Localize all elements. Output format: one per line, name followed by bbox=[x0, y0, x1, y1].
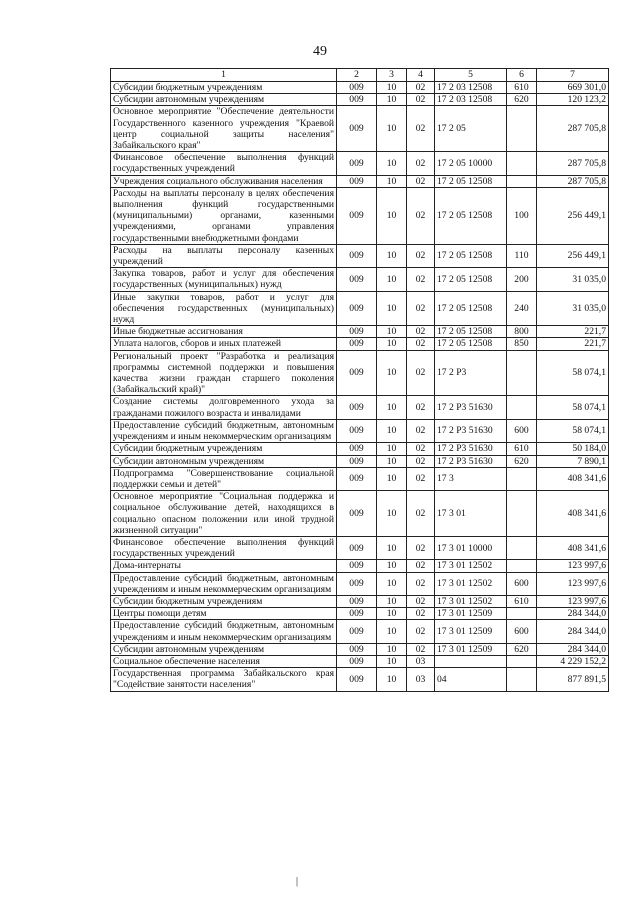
row-amount: 7 890,1 bbox=[537, 455, 609, 467]
row-name: Центры помощи детям bbox=[111, 608, 337, 620]
row-name: Иные закупки товаров, работ и услуг для обеспечения государственных (муниципальных) нужд bbox=[111, 291, 337, 326]
row-subsection-code: 02 bbox=[407, 291, 435, 326]
row-section-code: 10 bbox=[377, 443, 407, 455]
table-row bbox=[111, 152, 609, 175]
row-section-code: 10 bbox=[377, 560, 407, 572]
row-section-code: 10 bbox=[377, 608, 407, 620]
row-name: Финансовое обеспечение выполнения функций государственных учреждений bbox=[111, 536, 337, 559]
row-expense-type bbox=[507, 491, 537, 537]
row-amount: 221,7 bbox=[537, 326, 609, 338]
row-name: Расходы на выплаты персоналу в целях обеспечения выполнения функций государственными (муниципальными) органами, казенными учреждениями, органами управления государственными внебюджетными фондами bbox=[111, 187, 337, 244]
row-expense-type: 610 bbox=[507, 595, 537, 607]
row-expense-type bbox=[507, 560, 537, 572]
row-target-article: 04 bbox=[435, 668, 507, 691]
row-expense-type: 600 bbox=[507, 419, 537, 442]
row-name: Социальное обеспечение населения bbox=[111, 655, 337, 667]
row-expense-type: 110 bbox=[507, 244, 537, 267]
table-row bbox=[111, 655, 609, 667]
table-row bbox=[111, 608, 609, 620]
row-target-article: 17 2 05 bbox=[435, 106, 507, 152]
row-target-article: 17 3 01 10000 bbox=[435, 536, 507, 559]
row-subsection-code: 02 bbox=[407, 152, 435, 175]
row-ministry-code: 009 bbox=[337, 560, 377, 572]
row-expense-type: 850 bbox=[507, 338, 537, 350]
table-row bbox=[111, 338, 609, 350]
row-subsection-code: 02 bbox=[407, 268, 435, 291]
row-target-article bbox=[435, 655, 507, 667]
row-ministry-code: 009 bbox=[337, 326, 377, 338]
row-ministry-code: 009 bbox=[337, 152, 377, 175]
row-amount: 669 301,0 bbox=[537, 82, 609, 94]
row-name: Субсидии бюджетным учреждениям bbox=[111, 82, 337, 94]
row-name: Государственная программа Забайкальского края "Содействие занятости населения" bbox=[111, 668, 337, 691]
row-section-code: 10 bbox=[377, 268, 407, 291]
row-section-code: 10 bbox=[377, 536, 407, 559]
row-name: Уплата налогов, сборов и иных платежей bbox=[111, 338, 337, 350]
table-row bbox=[111, 455, 609, 467]
row-ministry-code: 009 bbox=[337, 419, 377, 442]
row-target-article: 17 3 01 12502 bbox=[435, 560, 507, 572]
row-section-code: 10 bbox=[377, 291, 407, 326]
row-name: Субсидии автономным учреждениям bbox=[111, 94, 337, 106]
header-col-3: 3 bbox=[377, 69, 407, 82]
row-subsection-code: 02 bbox=[407, 560, 435, 572]
row-subsection-code: 02 bbox=[407, 620, 435, 643]
row-ministry-code: 009 bbox=[337, 467, 377, 490]
row-subsection-code: 02 bbox=[407, 572, 435, 595]
row-target-article: 17 2 05 12508 bbox=[435, 291, 507, 326]
row-expense-type: 100 bbox=[507, 187, 537, 244]
row-amount: 408 341,6 bbox=[537, 536, 609, 559]
row-target-article: 17 3 01 12502 bbox=[435, 595, 507, 607]
row-amount: 50 184,0 bbox=[537, 443, 609, 455]
row-amount: 408 341,6 bbox=[537, 467, 609, 490]
row-section-code: 10 bbox=[377, 175, 407, 187]
row-name: Предоставление субсидий бюджетным, автономным учреждениям и иным некоммерческим организациям bbox=[111, 620, 337, 643]
table-row bbox=[111, 536, 609, 559]
row-section-code: 10 bbox=[377, 396, 407, 419]
row-ministry-code: 009 bbox=[337, 244, 377, 267]
row-amount: 256 449,1 bbox=[537, 187, 609, 244]
row-section-code: 10 bbox=[377, 491, 407, 537]
table-row bbox=[111, 668, 609, 691]
row-subsection-code: 02 bbox=[407, 455, 435, 467]
row-section-code: 10 bbox=[377, 152, 407, 175]
row-target-article: 17 2 05 10000 bbox=[435, 152, 507, 175]
row-ministry-code: 009 bbox=[337, 595, 377, 607]
row-amount: 408 341,6 bbox=[537, 491, 609, 537]
table-row bbox=[111, 350, 609, 396]
table-row bbox=[111, 443, 609, 455]
header-col-7: 7 bbox=[537, 69, 609, 82]
row-name: Расходы на выплаты персоналу казенных учреждений bbox=[111, 244, 337, 267]
row-amount: 221,7 bbox=[537, 338, 609, 350]
row-name: Субсидии бюджетным учреждениям bbox=[111, 595, 337, 607]
header-col-5: 5 bbox=[435, 69, 507, 82]
row-expense-type bbox=[507, 106, 537, 152]
row-subsection-code: 02 bbox=[407, 338, 435, 350]
table-body bbox=[111, 82, 609, 692]
row-expense-type bbox=[507, 655, 537, 667]
row-ministry-code: 009 bbox=[337, 655, 377, 667]
row-ministry-code: 009 bbox=[337, 443, 377, 455]
row-amount: 58 074,1 bbox=[537, 419, 609, 442]
row-subsection-code: 02 bbox=[407, 608, 435, 620]
footer-mark: | bbox=[296, 876, 299, 887]
row-section-code: 10 bbox=[377, 244, 407, 267]
row-target-article: 17 3 01 bbox=[435, 491, 507, 537]
row-subsection-code: 02 bbox=[407, 396, 435, 419]
row-ministry-code: 009 bbox=[337, 338, 377, 350]
row-amount: 123 997,6 bbox=[537, 560, 609, 572]
row-subsection-code: 02 bbox=[407, 187, 435, 244]
row-subsection-code: 02 bbox=[407, 106, 435, 152]
row-section-code: 10 bbox=[377, 668, 407, 691]
row-expense-type: 610 bbox=[507, 443, 537, 455]
row-name: Финансовое обеспечение выполнения функций государственных учреждений bbox=[111, 152, 337, 175]
row-name: Предоставление субсидий бюджетным, автономным учреждениям и иным некоммерческим организациям bbox=[111, 572, 337, 595]
table-row bbox=[111, 620, 609, 643]
row-target-article: 17 2 05 12508 bbox=[435, 244, 507, 267]
row-subsection-code: 02 bbox=[407, 350, 435, 396]
row-name: Субсидии бюджетным учреждениям bbox=[111, 443, 337, 455]
table-row bbox=[111, 326, 609, 338]
row-amount: 123 997,6 bbox=[537, 595, 609, 607]
table-row bbox=[111, 572, 609, 595]
row-name: Основное мероприятие "Социальная поддержка и социальное обслуживание детей, находящихся в социально опасном положении или иной трудной жизненной ситуации" bbox=[111, 491, 337, 537]
row-name: Субсидии автономным учреждениям bbox=[111, 643, 337, 655]
row-expense-type bbox=[507, 175, 537, 187]
budget-table bbox=[110, 68, 609, 692]
row-expense-type: 600 bbox=[507, 620, 537, 643]
row-amount: 58 074,1 bbox=[537, 350, 609, 396]
row-amount: 31 035,0 bbox=[537, 268, 609, 291]
table-row bbox=[111, 82, 609, 94]
row-subsection-code: 02 bbox=[407, 244, 435, 267]
row-expense-type bbox=[507, 536, 537, 559]
page-number: 49 bbox=[313, 44, 327, 59]
row-ministry-code: 009 bbox=[337, 491, 377, 537]
row-target-article: 17 2 05 12508 bbox=[435, 326, 507, 338]
table-row bbox=[111, 94, 609, 106]
row-target-article: 17 2 P3 51630 bbox=[435, 419, 507, 442]
header-col-1: 1 bbox=[111, 69, 337, 82]
row-section-code: 10 bbox=[377, 82, 407, 94]
row-subsection-code: 02 bbox=[407, 536, 435, 559]
row-section-code: 10 bbox=[377, 572, 407, 595]
header-col-2: 2 bbox=[337, 69, 377, 82]
row-expense-type bbox=[507, 467, 537, 490]
row-target-article: 17 3 01 12509 bbox=[435, 643, 507, 655]
table-row bbox=[111, 244, 609, 267]
row-ministry-code: 009 bbox=[337, 268, 377, 291]
table-row bbox=[111, 291, 609, 326]
row-ministry-code: 009 bbox=[337, 291, 377, 326]
row-amount: 284 344,0 bbox=[537, 620, 609, 643]
row-amount: 877 891,5 bbox=[537, 668, 609, 691]
row-target-article: 17 3 01 12509 bbox=[435, 608, 507, 620]
row-amount: 120 123,2 bbox=[537, 94, 609, 106]
table-header-row bbox=[111, 69, 609, 82]
row-subsection-code: 02 bbox=[407, 643, 435, 655]
row-target-article: 17 2 03 12508 bbox=[435, 82, 507, 94]
row-target-article: 17 2 P3 51630 bbox=[435, 443, 507, 455]
row-amount: 287 705,8 bbox=[537, 152, 609, 175]
row-section-code: 10 bbox=[377, 338, 407, 350]
row-target-article: 17 3 01 12502 bbox=[435, 572, 507, 595]
table-row bbox=[111, 595, 609, 607]
row-ministry-code: 009 bbox=[337, 82, 377, 94]
row-subsection-code: 02 bbox=[407, 467, 435, 490]
row-subsection-code: 02 bbox=[407, 443, 435, 455]
row-ministry-code: 009 bbox=[337, 350, 377, 396]
table-row bbox=[111, 106, 609, 152]
row-subsection-code: 02 bbox=[407, 326, 435, 338]
row-target-article: 17 3 bbox=[435, 467, 507, 490]
row-section-code: 10 bbox=[377, 643, 407, 655]
row-ministry-code: 009 bbox=[337, 643, 377, 655]
row-name: Иные бюджетные ассигнования bbox=[111, 326, 337, 338]
row-name: Дома-интернаты bbox=[111, 560, 337, 572]
row-ministry-code: 009 bbox=[337, 396, 377, 419]
row-expense-type bbox=[507, 396, 537, 419]
row-name: Региональный проект "Разработка и реализация программы системной поддержки и повышения качества жизни граждан старшего поколения (Забайкальский край)" bbox=[111, 350, 337, 396]
table-row bbox=[111, 467, 609, 490]
row-expense-type: 240 bbox=[507, 291, 537, 326]
row-section-code: 10 bbox=[377, 595, 407, 607]
row-target-article: 17 2 05 12508 bbox=[435, 338, 507, 350]
row-section-code: 10 bbox=[377, 620, 407, 643]
row-amount: 31 035,0 bbox=[537, 291, 609, 326]
table-row bbox=[111, 491, 609, 537]
row-amount: 123 997,6 bbox=[537, 572, 609, 595]
table-row bbox=[111, 175, 609, 187]
table-row bbox=[111, 643, 609, 655]
row-name: Основное мероприятие "Обеспечение деятельности Государственного казенного учреждения "Краевой центр социальной защиты населения" Забайкальского края" bbox=[111, 106, 337, 152]
row-subsection-code: 02 bbox=[407, 419, 435, 442]
header-col-4: 4 bbox=[407, 69, 435, 82]
row-subsection-code: 03 bbox=[407, 668, 435, 691]
row-amount: 4 229 152,2 bbox=[537, 655, 609, 667]
row-ministry-code: 009 bbox=[337, 608, 377, 620]
row-ministry-code: 009 bbox=[337, 175, 377, 187]
row-expense-type: 610 bbox=[507, 82, 537, 94]
row-section-code: 10 bbox=[377, 94, 407, 106]
row-section-code: 10 bbox=[377, 655, 407, 667]
table-row bbox=[111, 560, 609, 572]
table-row bbox=[111, 268, 609, 291]
row-name: Учреждения социального обслуживания населения bbox=[111, 175, 337, 187]
row-section-code: 10 bbox=[377, 467, 407, 490]
row-ministry-code: 009 bbox=[337, 620, 377, 643]
row-target-article: 17 2 05 12508 bbox=[435, 175, 507, 187]
row-expense-type bbox=[507, 152, 537, 175]
row-subsection-code: 02 bbox=[407, 595, 435, 607]
row-ministry-code: 009 bbox=[337, 187, 377, 244]
row-expense-type bbox=[507, 668, 537, 691]
row-amount: 287 705,8 bbox=[537, 175, 609, 187]
row-ministry-code: 009 bbox=[337, 536, 377, 559]
row-expense-type: 620 bbox=[507, 455, 537, 467]
row-ministry-code: 009 bbox=[337, 455, 377, 467]
row-subsection-code: 02 bbox=[407, 175, 435, 187]
row-amount: 256 449,1 bbox=[537, 244, 609, 267]
row-section-code: 10 bbox=[377, 187, 407, 244]
row-expense-type: 200 bbox=[507, 268, 537, 291]
row-amount: 284 344,0 bbox=[537, 643, 609, 655]
row-expense-type bbox=[507, 608, 537, 620]
row-target-article: 17 2 P3 51630 bbox=[435, 396, 507, 419]
row-amount: 284 344,0 bbox=[537, 608, 609, 620]
row-section-code: 10 bbox=[377, 326, 407, 338]
row-expense-type: 800 bbox=[507, 326, 537, 338]
row-name: Создание системы долговременного ухода за гражданами пожилого возраста и инвалидами bbox=[111, 396, 337, 419]
row-section-code: 10 bbox=[377, 106, 407, 152]
row-target-article: 17 2 05 12508 bbox=[435, 187, 507, 244]
row-section-code: 10 bbox=[377, 350, 407, 396]
row-name: Предоставление субсидий бюджетным, автономным учреждениям и иным некоммерческим организациям bbox=[111, 419, 337, 442]
row-name: Закупка товаров, работ и услуг для обеспечения государственных (муниципальных) нужд bbox=[111, 268, 337, 291]
row-target-article: 17 3 01 12509 bbox=[435, 620, 507, 643]
row-expense-type: 600 bbox=[507, 572, 537, 595]
row-amount: 58 074,1 bbox=[537, 396, 609, 419]
row-section-code: 10 bbox=[377, 455, 407, 467]
row-subsection-code: 02 bbox=[407, 491, 435, 537]
row-target-article: 17 2 P3 bbox=[435, 350, 507, 396]
row-target-article: 17 2 03 12508 bbox=[435, 94, 507, 106]
row-ministry-code: 009 bbox=[337, 668, 377, 691]
row-subsection-code: 03 bbox=[407, 655, 435, 667]
table-row bbox=[111, 396, 609, 419]
row-expense-type bbox=[507, 350, 537, 396]
row-expense-type: 620 bbox=[507, 94, 537, 106]
table-row bbox=[111, 419, 609, 442]
row-target-article: 17 2 P3 51630 bbox=[435, 455, 507, 467]
table-row bbox=[111, 187, 609, 244]
row-subsection-code: 02 bbox=[407, 94, 435, 106]
row-amount: 287 705,8 bbox=[537, 106, 609, 152]
header-col-6: 6 bbox=[507, 69, 537, 82]
row-section-code: 10 bbox=[377, 419, 407, 442]
row-name: Подпрограмма "Совершенствование социальной поддержки семьи и детей" bbox=[111, 467, 337, 490]
row-ministry-code: 009 bbox=[337, 106, 377, 152]
row-name: Субсидии автономным учреждениям bbox=[111, 455, 337, 467]
row-ministry-code: 009 bbox=[337, 94, 377, 106]
row-target-article: 17 2 05 12508 bbox=[435, 268, 507, 291]
row-subsection-code: 02 bbox=[407, 82, 435, 94]
row-ministry-code: 009 bbox=[337, 572, 377, 595]
row-expense-type: 620 bbox=[507, 643, 537, 655]
